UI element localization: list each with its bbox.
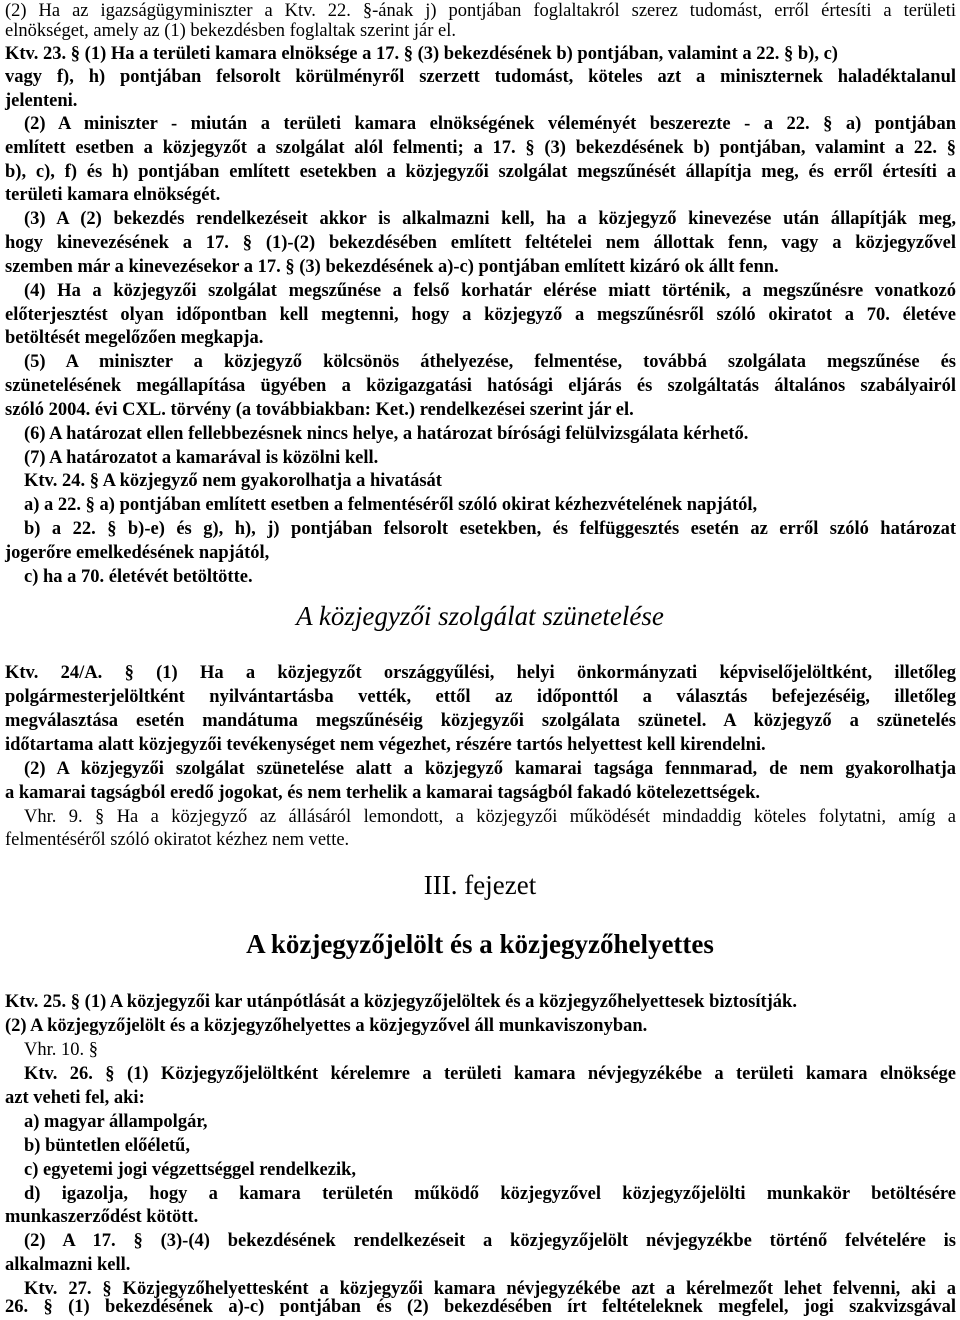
text-line: szünetelésének megállapítása ügyében a közigazgatási hatósági eljárás és szolgáltatás általános szabályairól bbox=[5, 376, 956, 396]
text-line: (3) A (2) bekezdés rendelkezéseit akkor is alkalmazni kell, ha a közjegyző kinevezése után állapítják meg, bbox=[24, 209, 956, 229]
text-line: b) büntetlen előéletű, bbox=[24, 1136, 190, 1156]
section-heading: A közjegyzői szolgálat szünetelése bbox=[296, 601, 664, 631]
text-line: (7) A határozatot a kamarával is közölni kell. bbox=[24, 448, 379, 468]
text-line: 26. § (1) bekezdésének a)-c) pontjában és (2) bekezdésében írt feltételeknek megfelel, jogi szakvizsgával bbox=[5, 1297, 956, 1317]
text-line: területi kamara elnökségét. bbox=[5, 185, 221, 205]
text-line: Ktv. 26. § (1) Közjegyzőjelöltként kérelemre a területi kamara névjegyzékébe a területi kamara elnöksége bbox=[24, 1064, 956, 1084]
text-line: munkaszerződést kötött. bbox=[5, 1207, 199, 1227]
text-line: a) a 22. § a) pontjában említett esetben a felmentéséről szóló okirat kézhezvételének napjától, bbox=[24, 495, 758, 515]
chapter-title: A közjegyzőjelölt és a közjegyzőhelyettes bbox=[246, 929, 714, 959]
text-line: (2) A közjegyzői szolgálat szünetelése alatt a közjegyző kamarai tagsága fennmarad, de nem gyakorolhatja bbox=[24, 759, 956, 779]
text-line: jogerőre emelkedésének napjától, bbox=[5, 543, 270, 563]
text-line: hogy kinevezésének a 17. § (1)-(2) bekezdésében említett feltételei nem állottak fenn, vagy a közjegyzővel bbox=[5, 233, 956, 253]
text-line: a kamarai tagságból eredő jogokat, és nem terhelik a kamarai tagságból fakadó kötelezettségek. bbox=[5, 783, 761, 803]
text-line: (2) A közjegyzőjelölt és a közjegyzőhelyettes a közjegyzővel áll munkaviszonyban. bbox=[5, 1016, 648, 1036]
text-line: szóló 2004. évi CXL. törvény (a továbbiakban: Ket.) rendelkezései szerint jár el. bbox=[5, 400, 634, 420]
text-line: Ktv. 23. § (1) Ha a területi kamara elnöksége a 17. § (3) bekezdésének b) pontjában, valamint a 22. § b), c) bbox=[5, 44, 838, 64]
text-line: c) ha a 70. életévét betöltötte. bbox=[24, 567, 253, 587]
chapter-heading: III. fejezet bbox=[423, 870, 537, 900]
text-line: Ktv. 24/A. § (1) Ha a közjegyzőt országgyűlési, helyi önkormányzati képviselőjelöltként, illetőleg bbox=[5, 663, 956, 683]
text-line: b) a 22. § b)-e) és g), h), j) pontjában felsorolt esetekben, és felfüggesztés esetén az erről szóló határozat bbox=[24, 519, 956, 539]
text-line: polgármesterjelöltként nyilvántartásba vették, ettől az időponttól a választás befejezéséig, illetőleg bbox=[5, 687, 956, 707]
text-line: alkalmazni kell. bbox=[5, 1255, 131, 1275]
text-line: időtartama alatt közjegyzői tevékenységet nem végezhet, részére tartós helyettest kell kirendelni. bbox=[5, 735, 766, 755]
text-line: (2) Ha az igazságügyminiszter a Ktv. 22. §-ának j) pontjában foglaltakról szerez tudomást, erről értesíti a területi bbox=[5, 1, 956, 21]
text-line: elnökséget, amely az (1) bekezdésben foglaltak szerint jár el. bbox=[5, 21, 456, 41]
text-line: c) egyetemi jogi végzettséggel rendelkezik, bbox=[24, 1160, 357, 1180]
text-line: felmentéséről szóló okiratot kézhez nem vette. bbox=[5, 830, 350, 850]
text-line: azt veheti fel, aki: bbox=[5, 1088, 145, 1108]
text-line: Ktv. 27. § Közjegyzőhelyettesként a közjegyzői kamara névjegyzékébe azt a kérelmezőt lehet felvenni, aki a bbox=[24, 1279, 956, 1299]
text-line: Ktv. 24. § A közjegyző nem gyakorolhatja a hivatását bbox=[24, 471, 442, 491]
text-line: említett esetben a közjegyzőt a szolgálat alól felmenti; a 17. § (3) bekezdésének b) pontjában, valamint a 22. § bbox=[5, 138, 956, 158]
text-line: (6) A határozat ellen fellebbezésnek nincs helye, a határozat bírósági felülvizsgálata kérhető. bbox=[24, 424, 749, 444]
text-line: megválasztása esetén mandátuma megszűnéséig közjegyzői szolgálata szünetel. A közjegyző a szünetelés bbox=[5, 711, 956, 731]
text-line: a) magyar állampolgár, bbox=[24, 1112, 208, 1132]
text-line: (2) A 17. § (3)-(4) bekezdésének rendelkezéseit a közjegyzőjelölt névjegyzékbe történő felvételére is bbox=[24, 1231, 956, 1251]
text-line: d) igazolja, hogy a kamara területén működő közjegyzővel közjegyzőjelölti munkakör betöltésére bbox=[24, 1184, 956, 1204]
text-line: (4) Ha a közjegyzői szolgálat megszűnése a felső korhatár elérése miatt történik, a megszűnésre vonatkozó bbox=[24, 281, 956, 301]
text-line: Ktv. 25. § (1) A közjegyzői kar utánpótlását a közjegyzőjelöltek és a közjegyzőhelyettesek biztosítják. bbox=[5, 992, 797, 1012]
text-line: (2) A miniszter - miután a területi kamara elnökségének véleményét beszerezte - a 22. § a) pontjában bbox=[24, 114, 956, 134]
text-line: betöltését megelőzően megkapja. bbox=[5, 328, 264, 348]
text-line: b), c), f) és h) pontjában említett esetekben a közjegyzői szolgálat megszűnését állapítja meg, és erről értesíti a bbox=[5, 162, 956, 182]
text-line: jelenteni. bbox=[5, 91, 78, 111]
text-line: (5) A miniszter a közjegyző kölcsönös áthelyezése, felmentése, továbbá szolgálata megszűnése és bbox=[24, 352, 956, 372]
text-line: Vhr. 9. § Ha a közjegyző az állásáról lemondott, a közjegyzői működését mindaddig köteles folytatni, amíg a bbox=[24, 807, 956, 827]
text-line: vagy f), h) pontjában felsorolt körülményről szerzett tudomást, köteles azt a miniszternek haladéktalanul bbox=[5, 67, 956, 87]
text-line: Vhr. 10. § bbox=[24, 1040, 98, 1060]
text-line: szemben már a kinevezésekor a 17. § (3) bekezdésének a)-c) pontjában említett kizáró ok állt fenn. bbox=[5, 257, 779, 277]
text-line: előterjesztést olyan időpontban kell megtenni, hogy a közjegyző a megszűnésről szóló okiratot a 70. életéve bbox=[5, 305, 956, 325]
